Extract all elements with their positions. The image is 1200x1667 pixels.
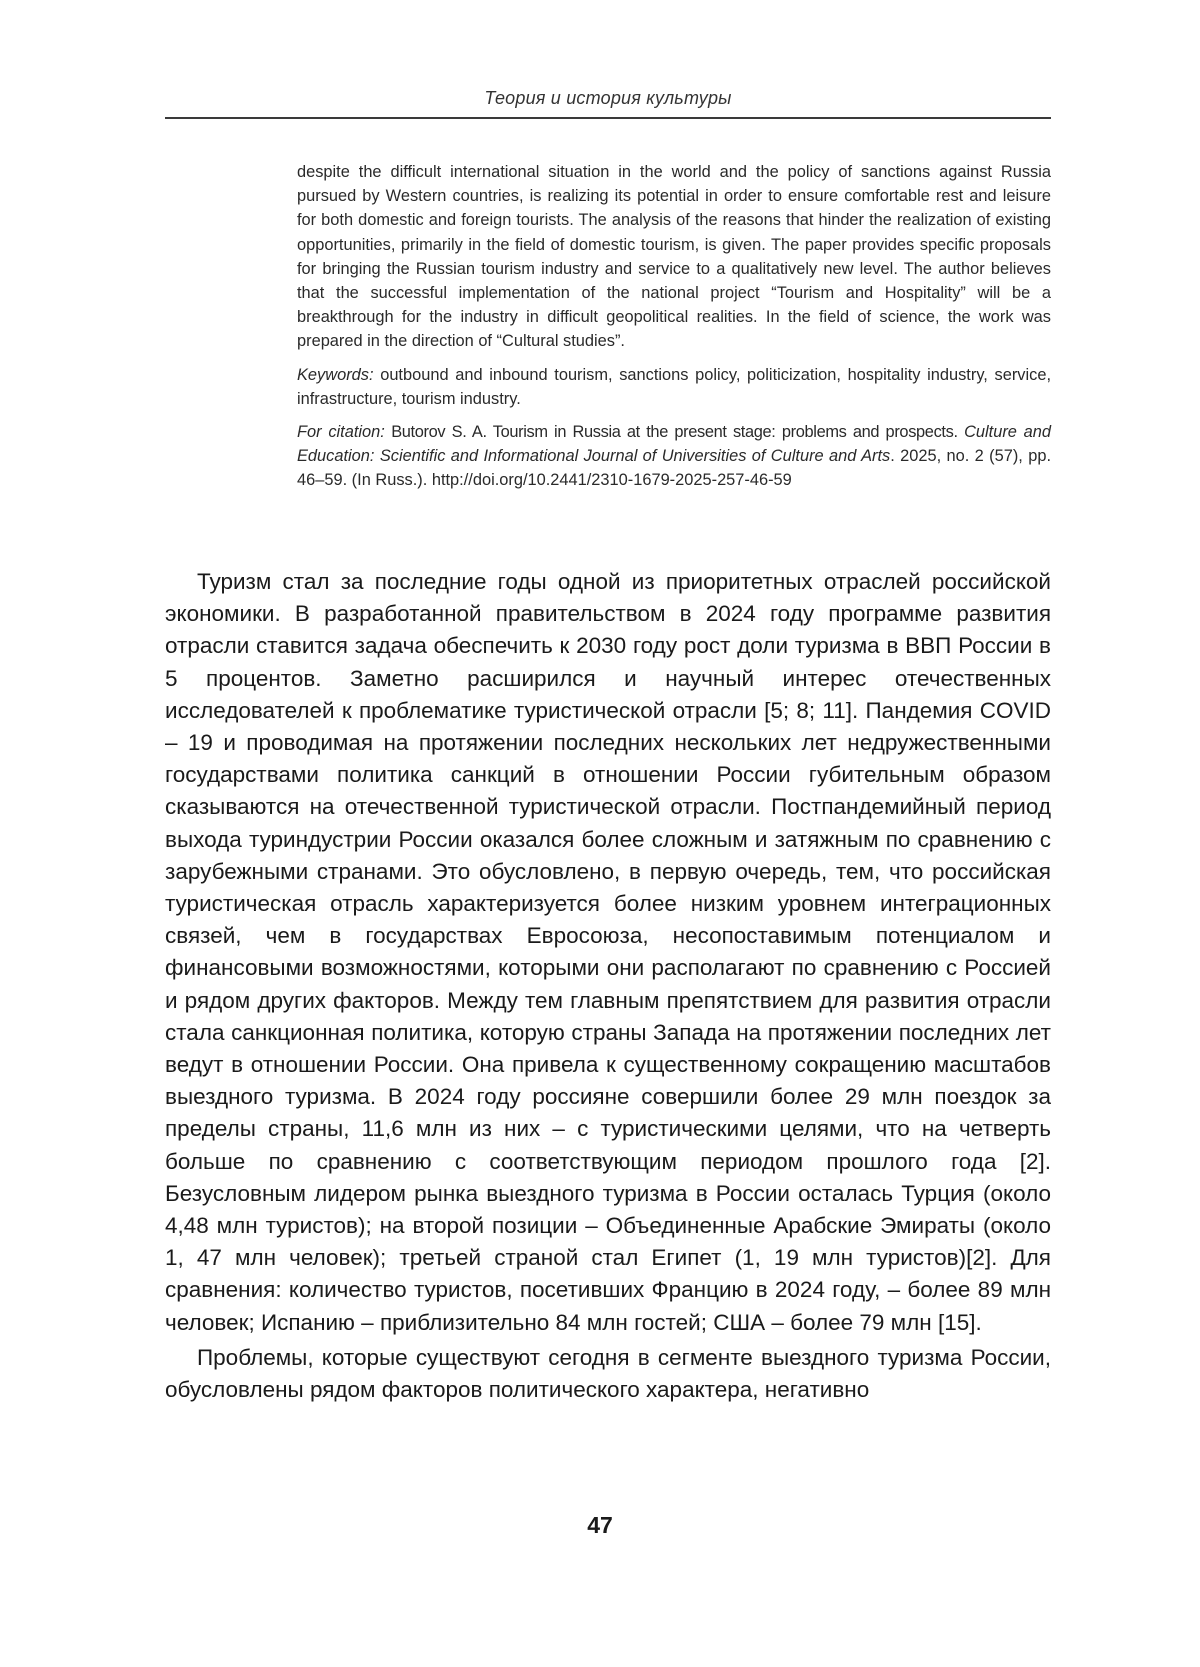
body-paragraph: Туризм стал за последние годы одной из приоритетных отраслей российской экономики. В разработанной правительством в 2024 году программе развития отрасли ставится задача обеспечить к 2030 году рост доли туризма в ВВП России в 5 процентов. Заметно расширился и научный интерес отечественных исследователей к проблематике туристической отрасли [5; 8; 11]. Пандемия COVID – 19 и проводимая на протяжении последних нескольких лет недружественными государствами политика санкций в отношении России губительным образом сказываются на отечественной туристической отрасли. Постпандемийный период выхода туриндустрии России оказался более сложным и затяжным по сравнению с зарубежными странами. Это обусловлено, в первую очередь, тем, что российская туристическая отрасль характеризуется более низким уровнем интеграционных связей, чем в государствах Евросоюза, несопоставимым потенциалом и финансовыми возможностями, которыми они располагают по сравнению с Россией и рядом других факторов. Между тем главным препятствием для развития отрасли стала санкционная политика, которую страны Запада на протяжении последних лет ведут в отношении России. Она привела к существенному сокращению масштабов выездного туризма. В 2024 году россияне совершили более 29 млн поездок за пределы страны, 11,6 млн из них – с туристическими целями, что на четверть больше по сравнению с соответствующим периодом прошлого года [2]. Безусловным лидером рынка выездного туризма в России осталась Турция (около 4,48 млн туристов); на второй позиции – Объединенные Арабские Эмираты (около 1, 47 млн человек); третьей страной стал Египет (1, 19 млн туристов)[2]. Для сравнения: количество туристов, посетивших Францию в 2024 году, – более 89 млн человек; Испанию – приблизительно 84 млн гостей; США – более 79 млн [15]. bbox=[165, 569, 1051, 1335]
abstract-text: despite the difficult international situation in the world and the policy of sanctions against Russia pursued by Western countries, is realizing its potential in order to ensure comfortable rest and leisure for both domestic and foreign tourists. The analysis of the reasons that hinder the realization of existing opportunities, primarily in the field of domestic tourism, is given. The paper provides specific proposals for bringing the Russian tourism industry and service to a qualitatively new level. The author believes that the successful implementation of the national project “Tourism and Hospitality” will be a breakthrough for the industry in difficult geopolitical realities. In the field of science, the work was prepared in the direction of “Cultural studies”. bbox=[297, 163, 1051, 351]
keywords-label: Keywords: bbox=[297, 365, 374, 384]
body-text bbox=[165, 566, 1051, 1406]
citation bbox=[297, 420, 1051, 493]
running-title: Теория и история культуры bbox=[484, 88, 732, 108]
abstract-block bbox=[297, 160, 1051, 493]
citation-label: For citation: bbox=[297, 423, 385, 442]
citation-authors-title: Butorov S. A. Tourism in Russia at the present stage: problems and prospects. bbox=[384, 423, 965, 442]
body-paragraph: Проблемы, которые существуют сегодня в сегменте выездного туризма России, обусловлены рядом факторов политического характера, негативно bbox=[165, 1344, 1051, 1403]
header-rule bbox=[165, 117, 1051, 119]
keywords-text: outbound and inbound tourism, sanctions policy, politicization, hospitality industry, service, infrastructure, tourism industry. bbox=[297, 365, 1051, 408]
citation-tail: . 2025, no. 2 (57), pp. 46–59. (In Russ.). http://doi.org/10.2441/2310-1679-2025-257-46-59 bbox=[297, 447, 1051, 490]
citation-journal: Culture and Education: Scientific and Informational Journal of Universities of Culture and Arts bbox=[297, 423, 1051, 466]
keywords bbox=[297, 363, 1051, 411]
page-number: 47 bbox=[587, 1512, 613, 1538]
